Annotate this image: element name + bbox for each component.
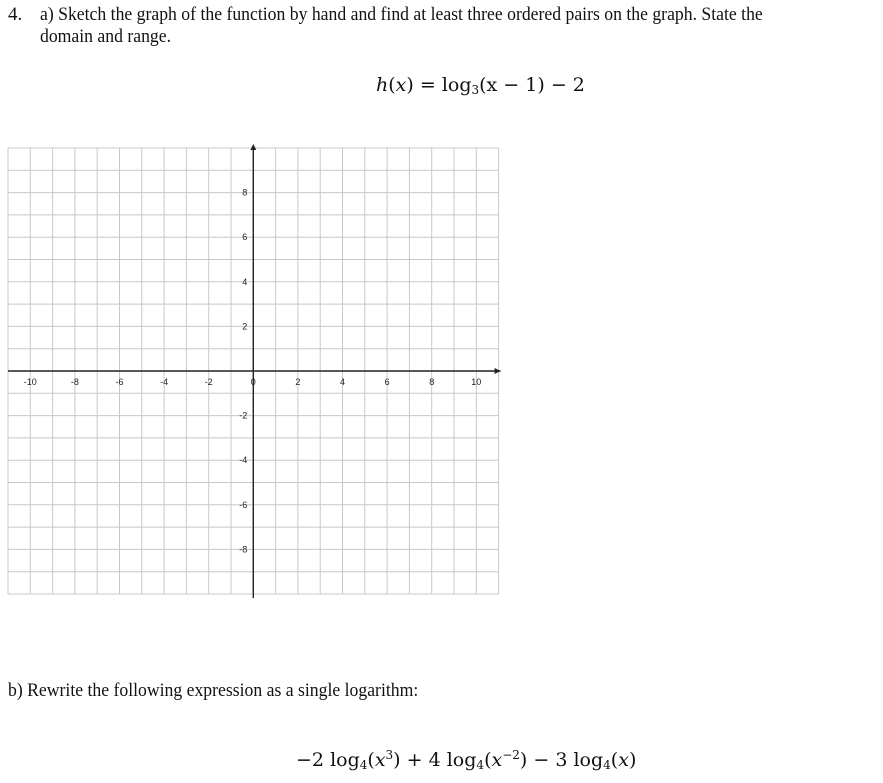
log-word: log — [441, 74, 472, 96]
term1-log: log — [330, 749, 360, 771]
function-equation: $h(x) = \log_3(x - 1) - 2$ — [376, 74, 585, 97]
term3-log: log — [573, 749, 604, 771]
y-axis-arrow-icon — [250, 144, 256, 150]
term2-var: x — [491, 749, 503, 771]
term1-exponent: 3 — [385, 748, 394, 762]
log-base: 3 — [471, 83, 480, 97]
x-tick-label: 10 — [471, 377, 482, 387]
question-part-b: b) Rewrite the following expression as a single logarithm: — [8, 680, 419, 701]
x-tick-label: 6 — [384, 377, 390, 387]
term2-exponent: −2 — [502, 748, 520, 762]
term1-base: 4 — [359, 758, 368, 772]
x-tick-label: -4 — [160, 377, 169, 387]
function-name: h — [376, 74, 389, 96]
x-axis-arrow-icon — [495, 368, 501, 374]
axes — [8, 144, 501, 598]
equals-sign: = — [419, 74, 436, 96]
term3-var: x — [618, 749, 629, 771]
term3-operator: − 3 — [533, 749, 568, 771]
log-expression: −2 $\log_4(x^3) + 4$ $\log_4(x^{-2}) - 3$ $\log_4(x)$ — [296, 748, 637, 772]
y-tick-label: 6 — [242, 232, 248, 243]
question-part-a-line2: domain and range. — [40, 26, 172, 47]
y-tick-label: 2 — [242, 321, 248, 332]
y-tick-label: 8 — [242, 187, 248, 198]
term3-base: 4 — [603, 758, 611, 772]
term1-var: x — [374, 749, 386, 771]
x-tick-label: -10 — [23, 377, 37, 387]
term2-base: 4 — [476, 758, 485, 772]
question-part-a-line1: a) Sketch the graph of the function by hand and find at least three ordered pairs on the graph. State the — [40, 4, 763, 25]
y-tick-label: -2 — [239, 410, 248, 421]
x-tick-label: 2 — [295, 377, 301, 387]
term2-operator: + 4 — [406, 749, 441, 771]
y-tick-label: -8 — [239, 544, 248, 555]
x-tick-label: 0 — [250, 377, 256, 387]
grid-svg[interactable] — [0, 140, 510, 610]
term1-coefficient: −2 — [296, 749, 325, 771]
y-tick-label: -6 — [239, 499, 248, 510]
x-tick-label: -6 — [115, 377, 124, 387]
term2-log: log — [446, 749, 477, 771]
log-argument: (x − 1) — [479, 74, 545, 96]
x-tick-label: -8 — [70, 377, 79, 387]
x-tick-label: 4 — [339, 377, 346, 387]
question-number: 4. — [8, 4, 23, 25]
x-tick-label: 8 — [429, 377, 435, 387]
x-tick-label: -2 — [204, 377, 213, 387]
coordinate-grid[interactable] — [0, 140, 510, 610]
y-tick-label: -4 — [239, 455, 248, 466]
function-tail: − 2 — [550, 74, 585, 96]
y-tick-label: 4 — [242, 276, 248, 287]
function-var: x — [395, 74, 407, 96]
